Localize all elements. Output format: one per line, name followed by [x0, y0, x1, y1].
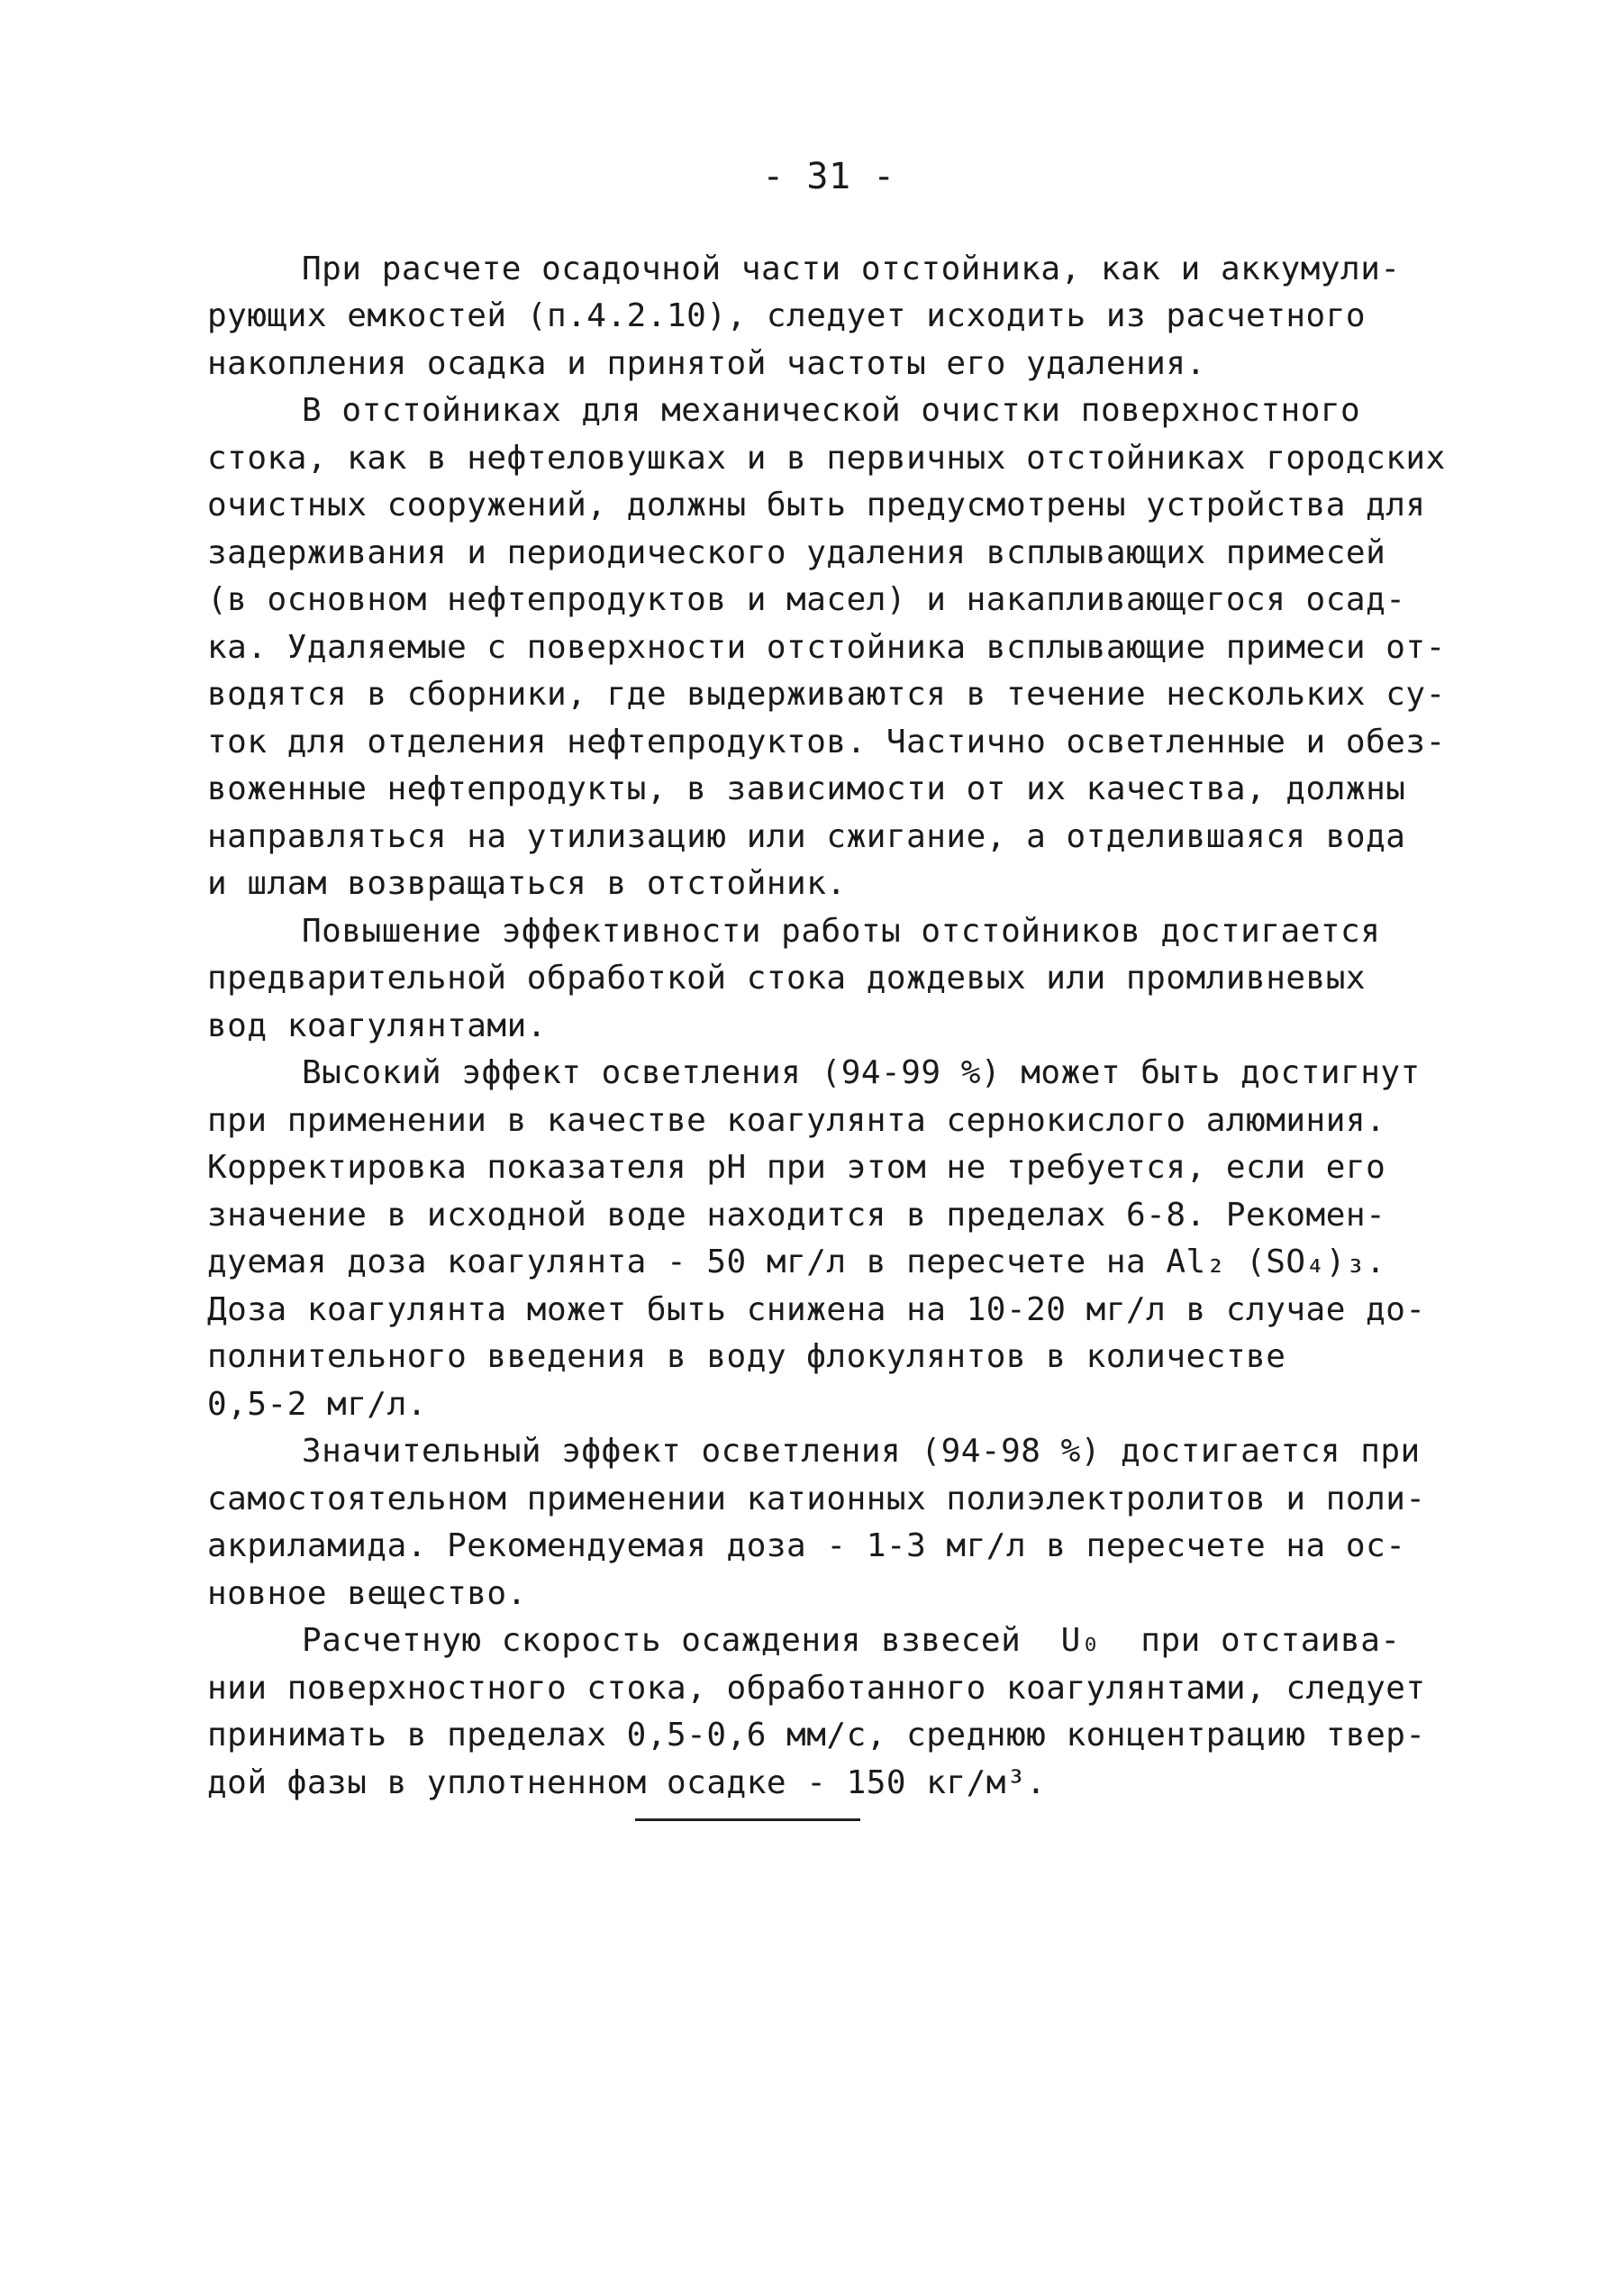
paragraph-2-line: задерживания и периодического удаления всплывающих примесей [207, 533, 1386, 571]
paragraph-2-line: ка. Удаляемые с поверхности отстойника всплывающие примеси от- [207, 628, 1446, 666]
paragraph-4-line: Высокий эффект осветления (94-99 %) может быть достигнут [302, 1054, 1421, 1091]
paragraph-2-line: и шлам возвращаться в отстойник. [207, 865, 847, 902]
paragraph-6-line: принимать в пределах 0,5-0,6 мм/с, среднюю концентрацию твер- [207, 1717, 1426, 1754]
document-page [207, 153, 1450, 1807]
paragraph-4-line: полнительного введения в воду флокулянтов в количестве [207, 1338, 1286, 1375]
paragraph-4-line: 0,5-2 мг/л. [207, 1385, 427, 1423]
end-rule [635, 1818, 860, 1821]
paragraph-1-line: накопления осадка и принятой частоты его удаления. [207, 344, 1206, 382]
paragraph-2-line: стока, как в нефтеловушках и в первичных отстойниках городских [207, 439, 1446, 477]
paragraph-2-line: направляться на утилизацию или сжигание, а отделившаяся вода [207, 817, 1406, 855]
paragraph-1-line: При расчете осадочной части отстойника, как и аккумули- [302, 250, 1401, 287]
paragraph-5-line: акриламида. Рекомендуемая доза - 1-3 мг/л в пересчете на ос- [207, 1527, 1406, 1564]
paragraph-2-line: водятся в сборники, где выдерживаются в течение нескольких су- [207, 676, 1446, 713]
paragraph-6-line: нии поверхностного стока, обработанного коагулянтами, следует [207, 1669, 1426, 1707]
paragraph-5-line: Значительный эффект осветления (94-98 %) достигается при [302, 1433, 1421, 1470]
paragraph-5-line: самостоятельном применении катионных полиэлектролитов и поли- [207, 1480, 1426, 1517]
paragraph-2-line: В отстойниках для механической очистки поверхностного [302, 392, 1361, 429]
paragraph-6-line: Расчетную скорость осаждения взвесей U₀ при отстаива- [302, 1622, 1401, 1659]
paragraph-5-line: новное вещество. [207, 1574, 527, 1612]
paragraph-6-line: дой фазы в уплотненном осадке - 150 кг/м³. [207, 1763, 1047, 1801]
paragraph-4-line: значение в исходной воде находится в пределах 6-8. Рекомен- [207, 1196, 1386, 1234]
paragraph-4-line: дуемая доза коагулянта - 50 мг/л в пересчете на Al₂ (SO₄)₃. [207, 1244, 1386, 1280]
paragraph-2-line: ток для отделения нефтепродуктов. Частично осветленные и обез- [207, 723, 1446, 761]
paragraph-3-line: вод коагулянтами. [207, 1007, 547, 1044]
paragraph-1-line: рующих емкостей (п.4.2.10), следует исходить из расчетного [207, 297, 1367, 334]
paragraph-2-line: (в основном нефтепродуктов и масел) и накапливающегося осад- [207, 581, 1406, 618]
paragraph-3-line: предварительной обработкой стока дождевых или промливневых [207, 960, 1367, 997]
paragraph-4-line: при применении в качестве коагулянта сернокислого алюминия. [207, 1101, 1386, 1139]
paragraph-4-line: Доза коагулянта может быть снижена на 10-20 мг/л в случае до- [207, 1290, 1426, 1328]
paragraph-4-line: Корректировка показателя рН при этом не требуется, если его [207, 1149, 1386, 1186]
paragraph-3-line: Повышение эффективности работы отстойников достигается [302, 912, 1381, 950]
paragraph-2-line: очистных сооружений, должны быть предусмотрены устройства для [207, 487, 1426, 524]
page-number: - 31 - [762, 156, 895, 197]
paragraph-2-line: воженные нефтепродукты, в зависимости от их качества, должны [207, 770, 1406, 807]
document-body [207, 246, 1450, 1808]
